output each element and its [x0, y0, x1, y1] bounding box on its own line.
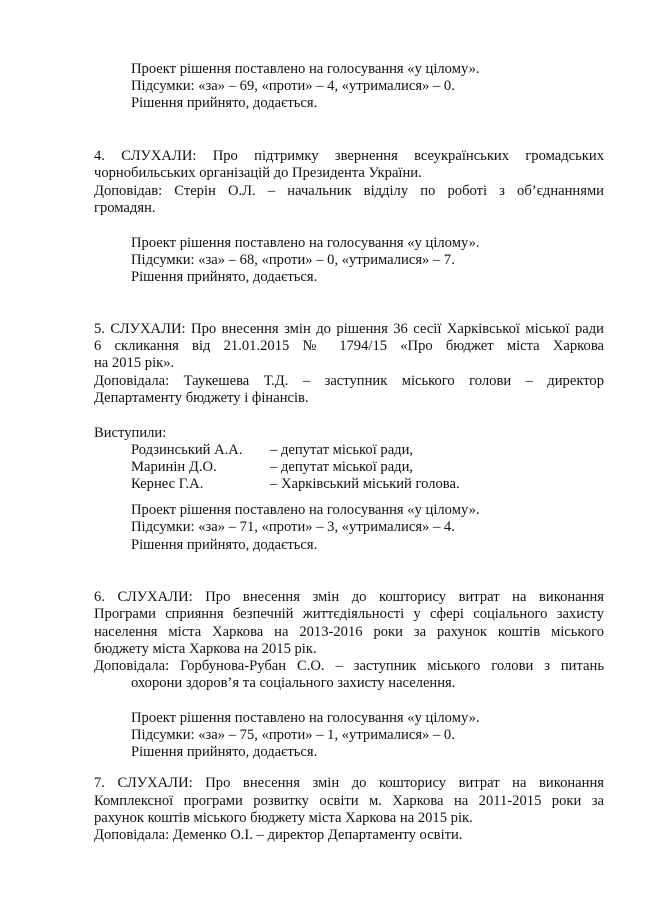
- item-5-text: 6 скликання від 21.01.2015 № 1794/15 «Про бюджет міста Харкова: [94, 338, 604, 354]
- vote-results-line: Підсумки: «за» – 68, «проти» – 0, «утрималися» – 7.: [131, 252, 455, 268]
- vote-decision-line: Рішення прийнято, додається.: [131, 269, 318, 285]
- vote-proposal-line: Проект рішення поставлено на голосування «у цілому».: [131, 61, 480, 77]
- item-6-heading: 6. СЛУХАЛИ: Про внесення змін до кошторису витрат на виконання: [94, 589, 604, 605]
- vote-decision-line: Рішення прийнято, додається.: [131, 95, 318, 111]
- vote-results-line: Підсумки: «за» – 69, «проти» – 4, «утрималися» – 0.: [131, 78, 455, 94]
- speaker-name: Кернес Г.А.: [131, 476, 204, 492]
- speaker-role: – депутат міської ради,: [270, 459, 414, 475]
- item-7-speaker: Доповідала: Деменко О.І. – директор Департаменту освіти.: [94, 827, 463, 843]
- vote-proposal-line: Проект рішення поставлено на голосування «у цілому».: [131, 235, 480, 251]
- speaker-role: – депутат міської ради,: [270, 442, 414, 458]
- speaker-role: – Харківський міський голова.: [270, 476, 460, 492]
- item-7-text-cont: рахунок коштів міського бюджету міста Харкова на 2015 рік.: [94, 810, 473, 826]
- item-5-text-cont: на 2015 рік».: [94, 355, 175, 371]
- item-7-heading: 7. СЛУХАЛИ: Про внесення змін до кошторису витрат на виконання: [94, 775, 604, 791]
- item-6-text-end: бюджету міста Харкова на 2015 рік.: [94, 641, 317, 657]
- item-4-heading: 4. СЛУХАЛИ: Про підтримку звернення всеукраїнських громадських: [94, 148, 604, 164]
- item-6-speaker: Доповідала: Горбунова-Рубан С.О. – заступник міського голови з питань: [94, 658, 604, 674]
- item-4-speaker: Доповідав: Стерін О.Л. – начальник відділу по роботі з об’єднаннями: [94, 183, 604, 199]
- item-5-speaker-cont: Департаменту бюджету і фінансів.: [94, 390, 309, 406]
- item-4-text: чорнобильських організацій до Президента України.: [94, 165, 422, 181]
- vote-results-line: Підсумки: «за» – 75, «проти» – 1, «утрималися» – 0.: [131, 727, 455, 743]
- item-6-text: Програми сприяння безпечній життєдіяльності у сфері соціального захисту: [94, 606, 604, 622]
- speaker-name: Маринін Д.О.: [131, 459, 217, 475]
- vote-results-line: Підсумки: «за» – 71, «проти» – 3, «утрималися» – 4.: [131, 519, 455, 535]
- vote-proposal-line: Проект рішення поставлено на голосування «у цілому».: [131, 710, 480, 726]
- speakers-heading: Виступили:: [94, 425, 167, 441]
- item-7-text: Комплексної програми розвитку освіти м. Харкова на 2011-2015 роки за: [94, 793, 604, 809]
- item-6-text-cont: населення міста Харкова на 2013-2016 роки за рахунок коштів міського: [94, 624, 604, 640]
- vote-decision-line: Рішення прийнято, додається.: [131, 537, 318, 553]
- vote-decision-line: Рішення прийнято, додається.: [131, 744, 318, 760]
- item-5-speaker: Доповідала: Таукешева Т.Д. – заступник міського голови – директор: [94, 373, 604, 389]
- item-5-heading: 5. СЛУХАЛИ: Про внесення змін до рішення 36 сесії Харківської міської ради: [94, 321, 604, 337]
- vote-proposal-line: Проект рішення поставлено на голосування «у цілому».: [131, 502, 480, 518]
- item-6-speaker-cont: охорони здоров’я та соціального захисту населення.: [131, 675, 456, 691]
- speaker-name: Родзинський А.А.: [131, 442, 243, 458]
- item-4-speaker-cont: громадян.: [94, 200, 156, 216]
